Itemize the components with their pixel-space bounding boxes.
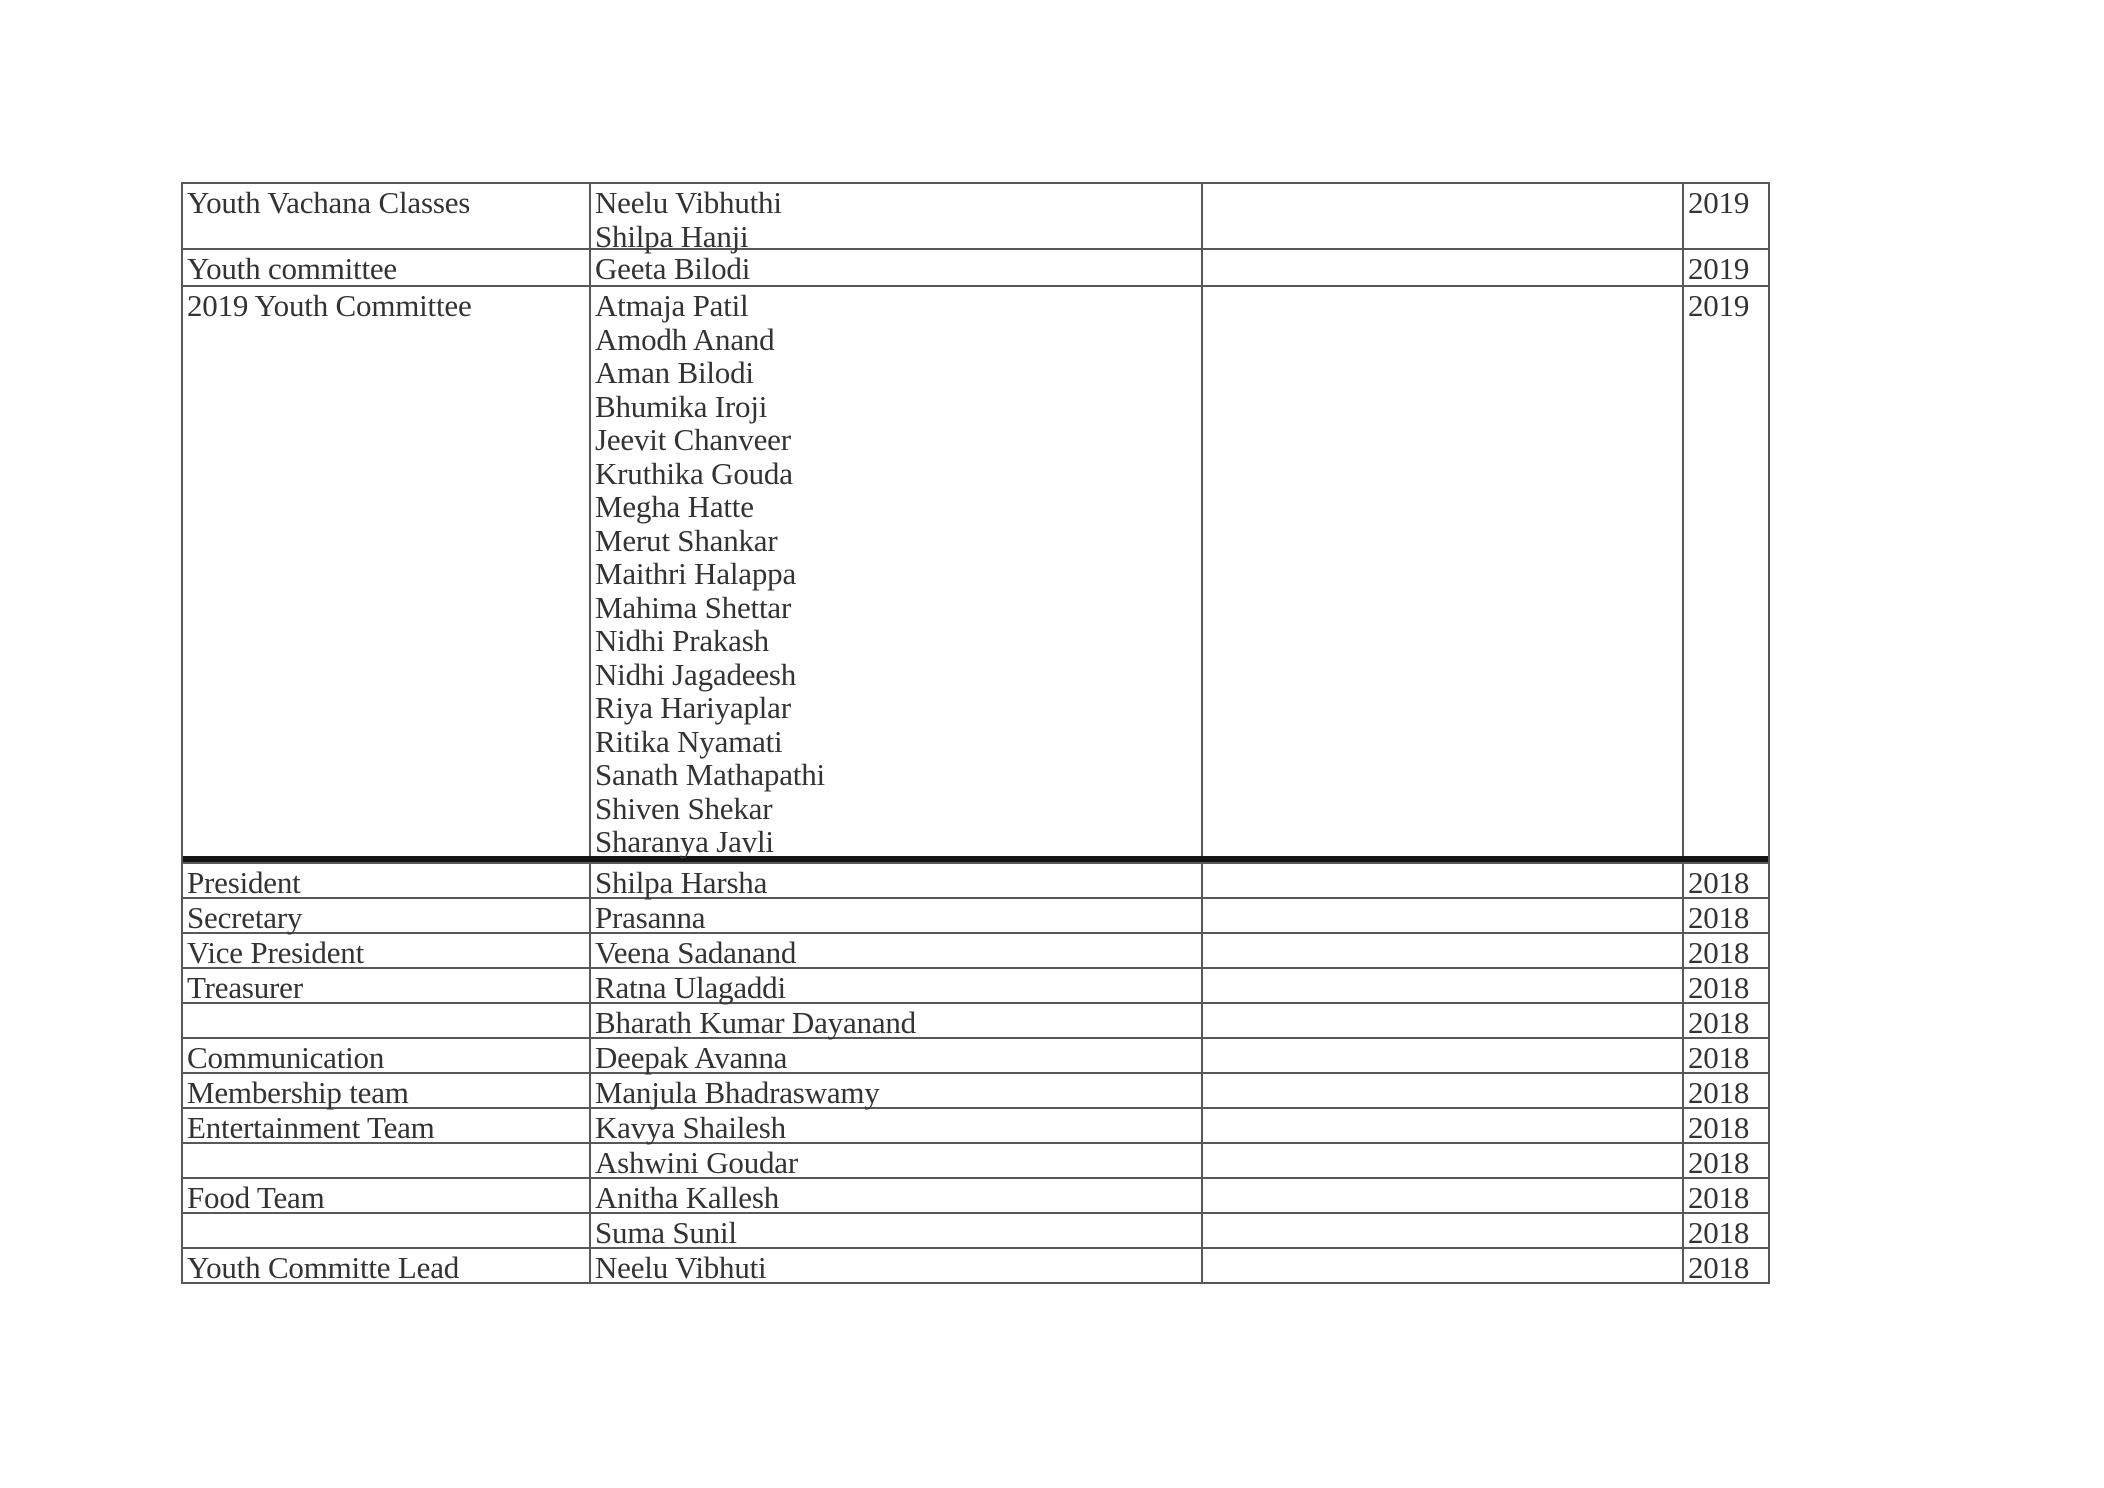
member-name: Deepak Avanna [595,1040,788,1075]
member-name: Merut Shankar [595,522,778,558]
empty-cell [1201,184,1682,248]
member-name: Anitha Kallesh [595,1180,780,1215]
member-name: Ratna Ulagaddi [595,970,786,1005]
table-row [183,1107,1768,1145]
empty-cell [1201,934,1682,967]
member-name: Sharanya Javli [595,824,774,859]
role-cell: Entertainment Team [187,1110,435,1145]
year-cell: 2019 [1682,184,1768,248]
empty-cell [1201,1144,1682,1177]
empty-cell [1201,969,1682,1002]
year-cell: 2019 [1682,287,1768,856]
member-name: Mahima Shettar [595,589,792,625]
year-cell: 2018 [1682,1004,1768,1037]
member-name: Riya Hariyaplar [595,690,791,725]
names-cell [589,250,1201,285]
member-name: Atmaja Patil [595,288,749,323]
empty-cell [1201,1249,1682,1282]
table-row [183,1212,1768,1250]
names-cell [589,287,1201,859]
year-cell: 2018 [1682,1249,1768,1282]
member-name: Shilpa Hanji [595,219,749,254]
year-cell: 2018 [1682,969,1768,1002]
member-name: Shilpa Harsha [595,865,768,900]
empty-cell [1201,1039,1682,1072]
role-cell: Treasurer [187,970,303,1005]
empty-cell [1201,1074,1682,1107]
member-name: Neelu Vibhuthi [595,185,782,220]
empty-cell [1201,1214,1682,1247]
member-name: Nidhi Prakash [595,623,769,658]
member-name: Megha Hatte [595,489,754,524]
table-row [183,184,1768,254]
names-cell [589,1179,1201,1215]
year-cell: 2018 [1682,864,1768,897]
member-name: Kruthika Gouda [595,455,793,491]
names-cell [589,1074,1201,1110]
year-cell: 2018 [1682,1039,1768,1072]
member-name: Geeta Bilodi [595,251,751,286]
empty-cell [1201,1109,1682,1142]
names-cell [589,934,1201,970]
member-name: Neelu Vibhuti [595,1250,767,1285]
names-cell [589,969,1201,1005]
member-name: Manjula Bhadraswamy [595,1075,880,1110]
names-cell [589,1214,1201,1250]
member-name: Aman Bilodi [595,355,754,390]
member-name: Ritika Nyamati [595,723,783,759]
year-cell: 2018 [1682,899,1768,932]
year-cell: 2018 [1682,934,1768,967]
role-cell: Membership team [187,1075,409,1110]
member-name: Sanath Mathapathi [595,757,825,792]
table-row [183,1002,1768,1040]
empty-cell [1201,899,1682,932]
table-row [183,897,1768,935]
empty-cell [1201,864,1682,897]
year-cell: 2018 [1682,1214,1768,1247]
member-name: Prasanna [595,900,706,935]
table-row [183,967,1768,1005]
empty-cell [1201,1179,1682,1212]
table-row [183,1142,1768,1180]
role-cell: 2019 Youth Committee [187,288,472,323]
year-cell: 2018 [1682,1109,1768,1142]
year-cell: 2019 [1682,250,1768,285]
role-cell: Communication [187,1040,385,1075]
committee-table [181,182,1770,1284]
role-cell: Secretary [187,900,303,935]
names-cell [589,184,1201,254]
member-name: Amodh Anand [595,321,775,357]
table-row [183,248,1768,285]
year-cell: 2018 [1682,1144,1768,1177]
role-cell: Youth committee [187,251,397,286]
role-cell: Vice President [187,935,364,970]
member-name: Bharath Kumar Dayanand [595,1005,916,1040]
role-cell: Youth Vachana Classes [187,185,471,220]
names-cell [589,1109,1201,1145]
table-row [183,862,1768,900]
table-row [183,1247,1768,1285]
table-row [183,1072,1768,1110]
names-cell [589,1039,1201,1075]
empty-cell [1201,287,1682,856]
member-name: Kavya Shailesh [595,1110,786,1145]
names-cell [589,1144,1201,1180]
member-name: Veena Sadanand [595,935,797,970]
role-cell: President [187,865,301,900]
names-cell [589,864,1201,900]
empty-cell [1201,250,1682,285]
table-row [183,1177,1768,1215]
member-name: Jeevit Chanveer [595,422,791,457]
role-cell [183,1004,589,1037]
member-name: Ashwini Goudar [595,1145,798,1180]
member-name: Nidhi Jagadeesh [595,656,797,692]
table-row [183,1037,1768,1075]
table-row [183,932,1768,970]
year-cell: 2018 [1682,1179,1768,1212]
member-name: Maithri Halappa [595,556,797,591]
names-cell [589,1004,1201,1040]
member-name: Suma Sunil [595,1215,737,1250]
table-row [183,285,1768,862]
role-cell [183,1144,589,1177]
member-name: Shiven Shekar [595,790,773,826]
names-cell [589,1249,1201,1285]
role-cell [183,1214,589,1247]
member-name: Bhumika Iroji [595,388,768,424]
role-cell: Youth Committe Lead [187,1250,460,1285]
year-cell: 2018 [1682,1074,1768,1107]
empty-cell [1201,1004,1682,1037]
role-cell: Food Team [187,1180,325,1215]
names-cell [589,899,1201,935]
